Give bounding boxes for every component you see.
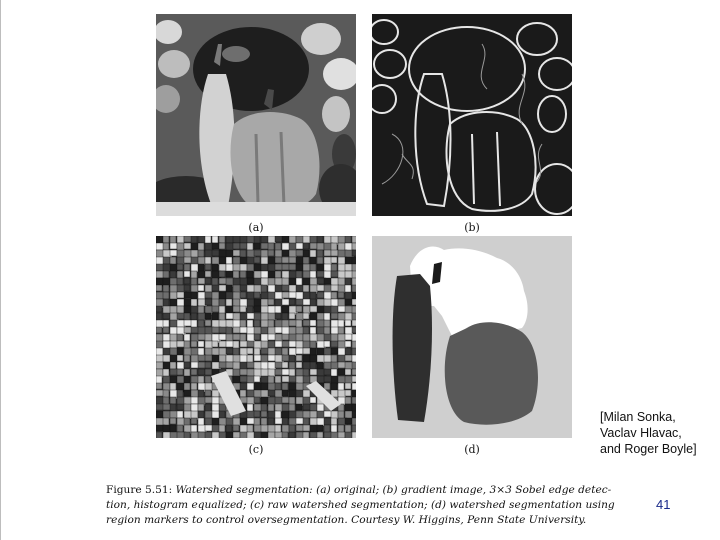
gradient-edges-image-icon [372, 14, 572, 216]
citation-line-1: [Milan Sonka, [600, 410, 676, 424]
citation-line-2: Vaclav Hlavac, [600, 426, 682, 440]
citation [600, 409, 718, 457]
panel-a-label: (a) [248, 221, 264, 234]
page-number: 41 [656, 497, 671, 512]
panel-b-label: (b) [464, 221, 480, 234]
panel-c-label: (c) [248, 443, 264, 456]
caption-prefix: Figure 5.51: [106, 484, 173, 496]
slide-left-border [0, 0, 1, 540]
caption-line-1 [106, 483, 636, 498]
panel-d-marker-watershed [372, 236, 572, 438]
panel-b-gradient-image [372, 14, 572, 216]
caption-text-line-1: Watershed segmentation: (a) original; (b) gradient image, 3×3 Sobel edge detec- [175, 484, 612, 496]
marker-watershed-segmentation-icon [372, 236, 572, 438]
panel-c-raw-watershed [156, 236, 356, 438]
citation-line-3: and Roger Boyle] [600, 442, 697, 456]
raw-watershed-segmentation-icon [156, 236, 356, 438]
caption-text-line-3: region markers to control oversegmentation. Courtesy W. Higgins, Penn State University. [106, 514, 587, 526]
peppers-grayscale-photo-icon [156, 14, 356, 216]
panel-d-label: (d) [464, 443, 480, 456]
panel-a-original-image [156, 14, 356, 216]
figure-caption [106, 483, 636, 528]
caption-text-line-2: tion, histogram equalized; (c) raw watershed segmentation; (d) watershed segmentation using [106, 499, 615, 511]
